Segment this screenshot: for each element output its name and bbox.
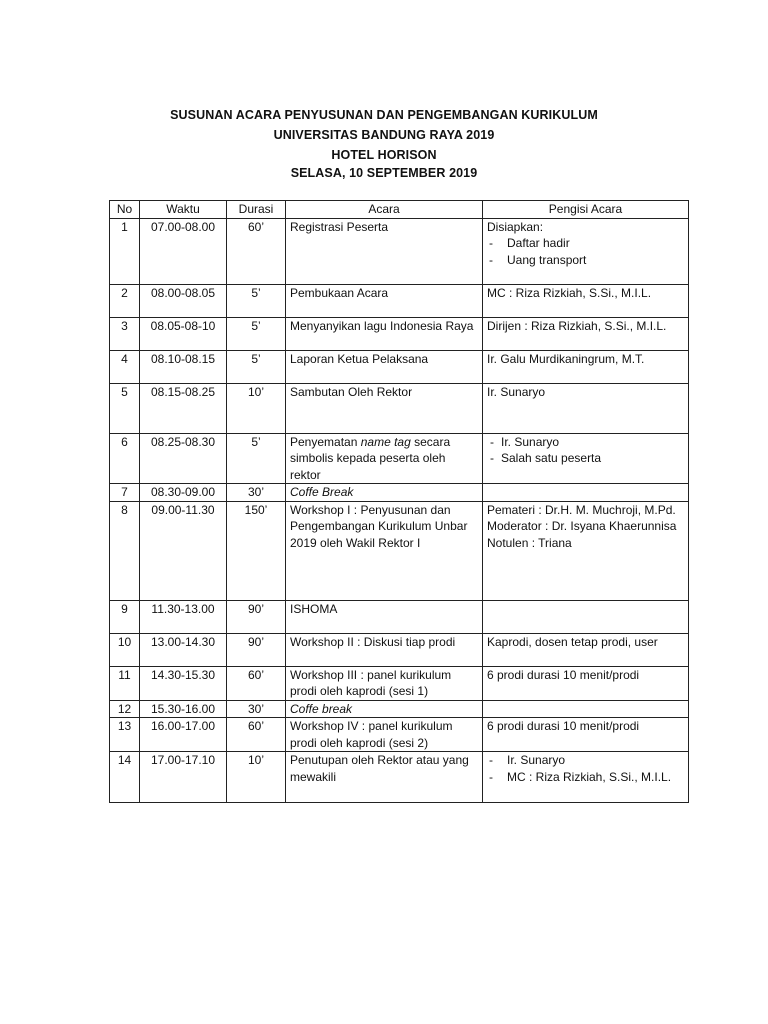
- cell-acara: Workshop I : Penyusunan dan Pengembangan Kurikulum Unbar 2019 oleh Wakil Rektor I: [286, 501, 483, 600]
- cell-waktu: 08.25-08.30: [140, 433, 227, 484]
- cell-no: 1: [110, 218, 140, 284]
- document-title: SUSUNAN ACARA PENYUSUNAN DAN PENGEMBANGAN KURIKULUM: [170, 108, 598, 122]
- cell-durasi: 90’: [227, 600, 286, 633]
- cell-durasi: 150’: [227, 501, 286, 600]
- pengisi-list: [487, 752, 684, 785]
- pengisi-list: [487, 434, 684, 467]
- table-row: [110, 700, 689, 718]
- cell-durasi: 60’: [227, 218, 286, 284]
- cell-acara: Menyanyikan lagu Indonesia Raya: [286, 317, 483, 350]
- header-pengisi-acara: Pengisi Acara: [483, 201, 689, 219]
- cell-pengisi: [483, 433, 689, 484]
- pengisi-line: Notulen : Triana: [487, 535, 572, 550]
- cell-durasi: 60’: [227, 718, 286, 752]
- cell-waktu: 08.05-08-10: [140, 317, 227, 350]
- cell-pengisi: 6 prodi durasi 10 menit/prodi: [483, 666, 689, 700]
- header-durasi: Durasi: [227, 201, 286, 219]
- cell-no: 12: [110, 700, 140, 718]
- pengisi-line: Pemateri : Dr.H. M. Muchroji, M.Pd.: [487, 502, 676, 517]
- table-row: [110, 600, 689, 633]
- cell-pengisi: Ir. Galu Murdikaningrum, M.T.: [483, 350, 689, 383]
- table-row: [110, 633, 689, 666]
- cell-no: 4: [110, 350, 140, 383]
- cell-no: 9: [110, 600, 140, 633]
- cell-no: 8: [110, 501, 140, 600]
- cell-pengisi: [483, 501, 689, 600]
- cell-no: 11: [110, 666, 140, 700]
- cell-no: 14: [110, 752, 140, 803]
- document-subtitle-date: SELASA, 10 SEPTEMBER 2019: [290, 166, 478, 180]
- cell-acara: Workshop III : panel kurikulum prodi oleh kaprodi (sesi 1): [286, 666, 483, 700]
- cell-acara: Registrasi Peserta: [286, 218, 483, 284]
- pengisi-heading: Disiapkan:: [487, 219, 544, 234]
- cell-pengisi: Ir. Sunaryo: [483, 383, 689, 433]
- cell-durasi: 5’: [227, 433, 286, 484]
- pengisi-line: Moderator : Dr. Isyana Khaerunnisa: [487, 519, 677, 533]
- cell-durasi: 30’: [227, 700, 286, 718]
- cell-acara: Coffe break: [286, 700, 483, 718]
- list-item: - Salah satu peserta: [487, 450, 684, 467]
- cell-waktu: 07.00-08.00: [140, 218, 227, 284]
- list-item: - MC : Riza Rizkiah, S.Si., M.I.L.: [487, 769, 684, 786]
- cell-no: 5: [110, 383, 140, 433]
- cell-pengisi: Kaprodi, dosen tetap prodi, user: [483, 633, 689, 666]
- cell-pengisi: MC : Riza Rizkiah, S.Si., M.I.L.: [483, 284, 689, 317]
- cell-pengisi: [483, 218, 689, 284]
- cell-no: 13: [110, 718, 140, 752]
- cell-waktu: 15.30-16.00: [140, 700, 227, 718]
- document-subtitle-venue: HOTEL HORISON: [331, 148, 437, 162]
- cell-durasi: 5’: [227, 284, 286, 317]
- cell-waktu: 09.00-11.30: [140, 501, 227, 600]
- cell-acara: Coffe Break: [286, 484, 483, 502]
- cell-durasi: 5’: [227, 350, 286, 383]
- list-item: - Daftar hadir: [487, 235, 684, 252]
- acara-text-pre: Penyematan: [290, 434, 361, 449]
- cell-waktu: 17.00-17.10: [140, 752, 227, 803]
- cell-acara: Workshop IV : panel kurikulum prodi oleh kaprodi (sesi 2): [286, 718, 483, 752]
- cell-no: 6: [110, 433, 140, 484]
- cell-acara: Sambutan Oleh Rektor: [286, 383, 483, 433]
- cell-waktu: 08.00-08.05: [140, 284, 227, 317]
- table-row: [110, 317, 689, 350]
- cell-waktu: 11.30-13.00: [140, 600, 227, 633]
- cell-acara: Workshop II : Diskusi tiap prodi: [286, 633, 483, 666]
- schedule-table: [109, 200, 689, 803]
- list-item: - Uang transport: [487, 252, 684, 269]
- cell-waktu: 08.30-09.00: [140, 484, 227, 502]
- pengisi-list: [487, 235, 684, 268]
- cell-pengisi: 6 prodi durasi 10 menit/prodi: [483, 718, 689, 752]
- cell-pengisi: [483, 600, 689, 633]
- cell-pengisi: [483, 752, 689, 803]
- table-row: [110, 383, 689, 433]
- cell-acara: ISHOMA: [286, 600, 483, 633]
- cell-durasi: 5’: [227, 317, 286, 350]
- table-row: [110, 433, 689, 484]
- cell-waktu: 08.10-08.15: [140, 350, 227, 383]
- cell-pengisi: Dirijen : Riza Rizkiah, S.Si., M.I.L.: [483, 317, 689, 350]
- cell-waktu: 08.15-08.25: [140, 383, 227, 433]
- cell-no: 10: [110, 633, 140, 666]
- table-row: [110, 284, 689, 317]
- acara-text-post: secara simbolis kepada peserta oleh rektor: [290, 434, 451, 482]
- cell-waktu: 14.30-15.30: [140, 666, 227, 700]
- cell-acara: Laporan Ketua Pelaksana: [286, 350, 483, 383]
- table-row: [110, 666, 689, 700]
- table-row: [110, 218, 689, 284]
- cell-durasi: 30’: [227, 484, 286, 502]
- header-acara: Acara: [286, 201, 483, 219]
- cell-durasi: 90’: [227, 633, 286, 666]
- cell-pengisi: [483, 700, 689, 718]
- list-item: - Ir. Sunaryo: [487, 434, 684, 451]
- cell-no: 3: [110, 317, 140, 350]
- table-row: [110, 350, 689, 383]
- cell-waktu: 13.00-14.30: [140, 633, 227, 666]
- cell-no: 2: [110, 284, 140, 317]
- cell-durasi: 60’: [227, 666, 286, 700]
- cell-acara: [286, 433, 483, 484]
- cell-acara: Pembukaan Acara: [286, 284, 483, 317]
- document-subtitle-university: UNIVERSITAS BANDUNG RAYA 2019: [273, 128, 495, 142]
- table-row: [110, 484, 689, 502]
- cell-waktu: 16.00-17.00: [140, 718, 227, 752]
- cell-durasi: 10’: [227, 383, 286, 433]
- header-no: No: [110, 201, 140, 219]
- acara-text-italic: name tag: [360, 434, 411, 449]
- table-row: [110, 718, 689, 752]
- cell-no: 7: [110, 484, 140, 502]
- list-item: - Ir. Sunaryo: [487, 752, 684, 769]
- cell-acara: Penutupan oleh Rektor atau yang mewakili: [286, 752, 483, 803]
- table-header-row: [110, 201, 689, 219]
- table-row: [110, 752, 689, 803]
- table-row: [110, 501, 689, 600]
- header-waktu: Waktu: [140, 201, 227, 219]
- cell-pengisi: [483, 484, 689, 502]
- cell-durasi: 10’: [227, 752, 286, 803]
